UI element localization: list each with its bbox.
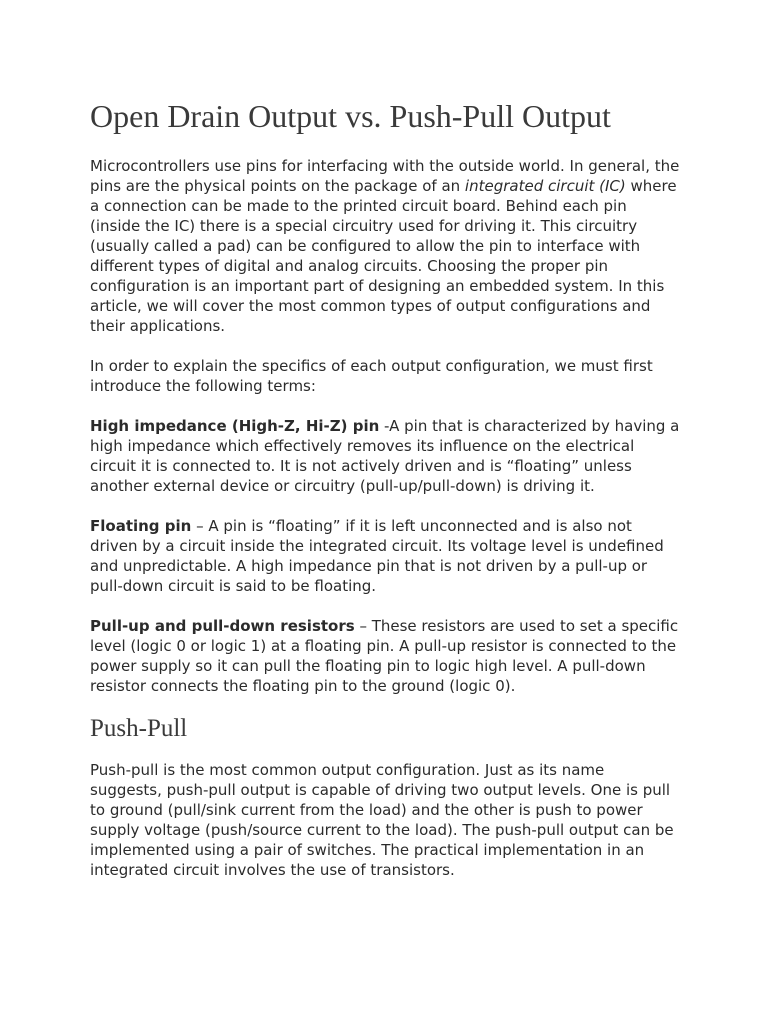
term-definition: -A pin that is characterized by having a high impedance which effectively removes its influence on the electrical circuit it is connected to. It is not actively driven and is “floating” unless another external device or circuitry (pull-up/pull-down) is driving it. xyxy=(90,417,680,495)
intro-paragraph xyxy=(90,156,680,336)
intro-text-start: Microcontrollers use pins for interfacing with the outside world. In general, the pins are the physical points on the package of an xyxy=(90,157,680,195)
intro-text-end: where a connection can be made to the printed circuit board. Behind each pin (inside the IC) there is a special circuitry used for driving it. This circuitry (usually called a pad) can be configured to allow the pin to interface with different types of digital and analog circuits. Choosing the proper pin configuration is an important part of designing an embedded system. In this article, we will cover the most common types of output configurations and their applications. xyxy=(90,177,677,335)
term-label: Pull-up and pull-down resistors xyxy=(90,617,355,635)
intro-emphasis: integrated circuit (IC) xyxy=(464,177,626,195)
term-definition: – These resistors are used to set a specific level (logic 0 or logic 1) at a floating pin. A pull-up resistor is connected to the power supply so it can pull the floating pin to logic high level. A pull-down resistor connects the floating pin to the ground (logic 0). xyxy=(90,617,679,695)
term-high-impedance xyxy=(90,416,680,496)
push-pull-paragraph: Push-pull is the most common output configuration. Just as its name suggests, push-pull output is capable of driving two output levels. One is pull to ground (pull/sink current from the load) and the other is push to power supply voltage (push/source current to the load). The push-pull output can be implemented using a pair of switches. The practical implementation in an integrated circuit involves the use of transistors. xyxy=(90,761,674,879)
terms-intro-paragraph: In order to explain the specifics of each output configuration, we must first introduce the following terms: xyxy=(90,357,653,395)
section-heading-push-pull: Push-Pull xyxy=(90,715,188,742)
document-page xyxy=(90,0,680,880)
term-floating-pin xyxy=(90,516,680,596)
page-title: Open Drain Output vs. Push-Pull Output xyxy=(90,98,611,134)
term-pull-resistors xyxy=(90,616,680,696)
term-label: High impedance (High-Z, Hi-Z) pin xyxy=(90,417,380,435)
term-label: Floating pin xyxy=(90,517,192,535)
term-definition: – A pin is “floating” if it is left unconnected and is also not driven by a circuit inside the integrated circuit. Its voltage level is undefined and unpredictable. A high impedance pin that is not driven by a pull-up or pull-down circuit is said to be floating. xyxy=(90,517,664,595)
